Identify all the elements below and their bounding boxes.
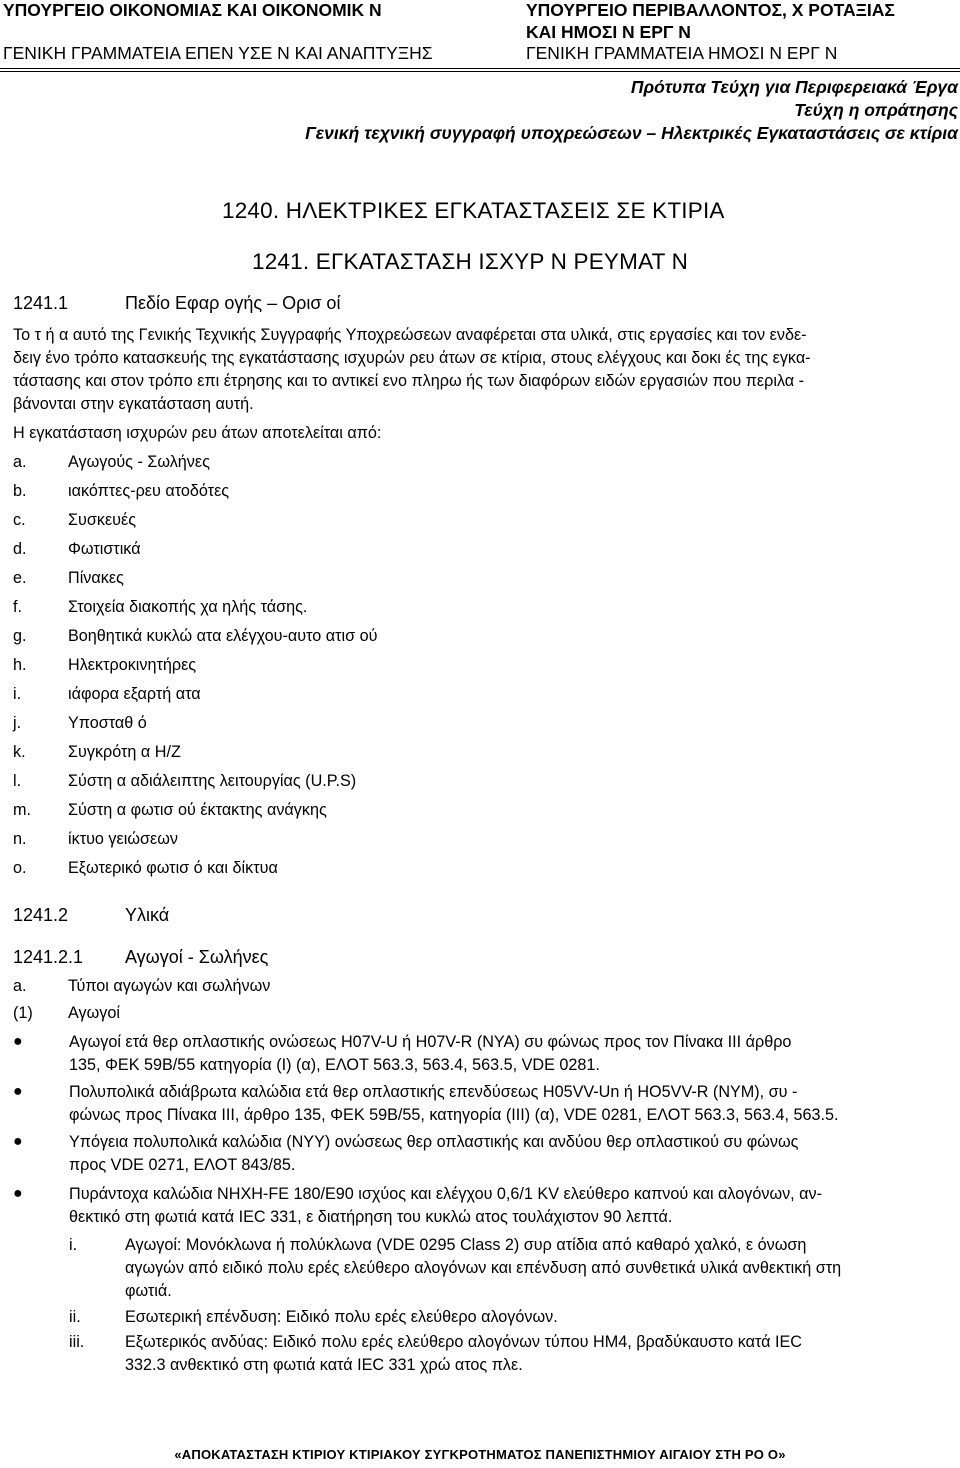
list-item-text: Υποσταθ ό [68, 714, 147, 732]
bullet-line: Αγωγοί ετά θερ οπλαστικής ονώσεως H07V-U ή H07V-R (NYA) συ φώνως προς τον Πίνακα ΙΙΙ άρθρο [69, 1033, 792, 1051]
section-1241-2-1-title: Αγωγοί - Σωλήνες [125, 947, 269, 967]
list-item-text: Συγκρότη α Η/Ζ [68, 743, 181, 761]
list-item-text: Σύστη α αδιάλειπτης λειτουργίας (U.P.S) [68, 772, 357, 790]
bullet-icon: ● [13, 1083, 23, 1100]
list-item-text: Εξωτερικό φωτισ ό και δίκτυα [68, 859, 278, 877]
bullet-line: προς VDE 0271, ΕΛΟΤ 843/85. [69, 1156, 296, 1174]
list-item [13, 539, 141, 559]
list-item-text: Βοηθητικά κυκλώ ατα ελέγχου-αυτο ατισ ού [68, 627, 378, 645]
list-item-label: i. [13, 685, 22, 703]
bullet-line: φώνως προς Πίνακα ΙΙΙ, άρθρο 135, ΦΕΚ 59Β/55, κατηγορία (ΙΙΙ) (α), VDE 0281, ΕΛΟΤ 563.3, 563.4, 563.5. [69, 1106, 839, 1124]
list-item-text: Φωτιστικά [68, 540, 141, 558]
subitem-line: φωτιά. [125, 1282, 172, 1300]
list-item [13, 481, 229, 501]
section-1241-2-1-number: 1241.2.1 [13, 947, 84, 967]
list-item-label: k. [13, 743, 26, 761]
section-1241-heading: 1241. ΕΓΚΑΤΑΣΤΑΣΗ ΙΣΧΥΡ Ν ΡΕΥΜΑΤ Ν [252, 249, 689, 274]
header-rule-top [0, 68, 960, 69]
list-item-text: ιάφορα εξαρτή ατα [68, 685, 201, 703]
list-item-label: l. [13, 772, 22, 790]
list-item-text: Ηλεκτροκινητήρες [68, 656, 197, 674]
subitem-line: Αγωγοί: Μονόκλωνα ή πολύκλωνα (VDE 0295 Class 2) συρ ατίδια από καθαρό χαλκό, ε όνωση [125, 1236, 807, 1254]
subitem-line: αγωγών από ειδικό πολυ ερές ελεύθερο αλογόνων και επένδυση από συνθετικά υλικά ανθεκτική στη [125, 1259, 842, 1277]
bullet-line: Υπόγεια πολυπολικά καλώδια (NYY) ονώσεως θερ οπλαστικής και ανδύου θερ οπλαστικού συ φώνως [69, 1133, 799, 1151]
page-footer: «ΑΠΟΚΑΤΑΣΤΑΣΗ ΚΤΙΡΙΟΥ ΚΤΙΡΙΑΚΟΥ ΣΥΓΚΡΟΤΗΜΑΤΟΣ ΠΑΝΕΠΙΣΤΗΜΙΟΥ ΑΙΓΑΙΟΥ ΣΤΗ ΡΟ Ο» [174, 1447, 786, 1462]
list-item-text: Πίνακες [68, 569, 124, 587]
bullet-icon: ● [13, 1185, 23, 1202]
list-item-text: Σύστη α φωτισ ού έκτακτης ανάγκης [68, 801, 327, 819]
section-1241-2-number: 1241.2 [13, 905, 69, 925]
list-item-label: g. [13, 627, 27, 645]
list-item [13, 858, 278, 878]
intro-line: τάστασης και στον τρόπο επι έτρησης και το αντικεί ενο πληρω ής των διαφόρων ειδών εργασιών που περιλα - [13, 372, 805, 390]
list-item [13, 568, 124, 588]
subitem-label: iii. [69, 1333, 85, 1351]
list-item-label: o. [13, 859, 27, 877]
subitem-line: Εξωτερικός ανδύας: Ειδικό πολυ ερές ελεύθερο αλογόνων τύπου HM4, βραδύκαυστο κατά IEC [125, 1333, 802, 1351]
header-rule-bottom [0, 71, 960, 72]
list-item [13, 713, 147, 733]
bullet-icon: ● [13, 1033, 23, 1050]
bullet-line: 135, ΦΕΚ 59Β/55 κατηγορία (Ι) (α), ΕΛΟΤ 563.3, 563.4, 563.5, VDE 0281. [69, 1056, 600, 1074]
intro-line: βάνονται στην εγκατάσταση αυτή. [13, 395, 254, 413]
secretariat-investment-title: ΓΕΝΙΚΗ ΓΡΑΜΜΑΤΕΙΑ ΕΠΕΝ ΥΣΕ Ν ΚΑΙ ΑΝΑΠΤΥΞΗΣ [3, 43, 433, 63]
conductors-text: Αγωγοί [68, 1004, 120, 1022]
list-item-text: ιακόπτες-ρευ ατοδότες [68, 482, 230, 500]
section-1240-heading: 1240. ΗΛΕΚΤΡΙΚΕΣ ΕΓΚΑΤΑΣΤΑΣΕΙΣ ΣΕ ΚΤΙΡΙΑ [222, 198, 725, 223]
ministry-economy-title: ΥΠΟΥΡΓΕΙΟ ΟΙΚΟΝΟΜΙΑΣ ΚΑΙ ΟΙΚΟΝΟΜΙΚ Ν [3, 0, 382, 20]
document-series-title: Πρότυπα Τεύχη για Περιφερειακά Έργα [630, 77, 958, 97]
document-type-title: Τεύχη η οπράτησης [794, 100, 958, 120]
document-subject-title: Γενική τεχνική συγγραφή υποχρεώσεων – Ηλεκτρικές Εγκαταστάσεις σε κτίρια [305, 123, 958, 143]
list-item [13, 452, 210, 472]
list-item-label: e. [13, 569, 27, 587]
types-heading [13, 976, 270, 996]
intro-line: δειγ ένο τρόπο κατασκευής της εγκατάστασης ισχυρών ρευ άτων σε κτίρια, στους ελέγχους και δοκι ές της εγκα- [13, 349, 811, 367]
list-item [13, 800, 327, 820]
list-item-text: Στοιχεία διακοπής χα ηλής τάσης. [68, 598, 308, 616]
subitem-line: Εσωτερική επένδυση: Ειδικό πολυ ερές ελεύθερο αλογόνων. [125, 1308, 558, 1326]
list-item [13, 597, 307, 617]
types-text: Τύποι αγωγών και σωλήνων [68, 977, 271, 995]
intro-line: Το τ ή α αυτό της Γενικής Τεχνικής Συγγραφής Υποχρεώσεων αναφέρεται στα υλικά, στις εργασίες και τον ενδε- [13, 326, 807, 344]
list-item [13, 510, 136, 530]
list-item-label: h. [13, 656, 27, 674]
list-item-label: c. [13, 511, 26, 529]
list-item [13, 771, 356, 791]
subitem-line: 332.3 ανθεκτικό στη φωτιά κατά IEC 331 χρώ ατος πλε. [125, 1356, 523, 1374]
bullet-icon: ● [13, 1133, 23, 1150]
list-item-label: f. [13, 598, 22, 616]
list-item-text: Αγωγούς - Σωλήνες [68, 453, 210, 471]
list-item-text: Συσκευές [68, 511, 137, 529]
list-item [13, 742, 181, 762]
list-item [13, 684, 201, 704]
section-1241-2-title: Υλικά [125, 905, 170, 925]
list-item [13, 626, 377, 646]
ministry-public-works-title: ΚΑΙ ΗΜΟΣΙ Ν ΕΡΓ Ν [526, 22, 691, 42]
list-item-label: n. [13, 830, 27, 848]
types-label: a. [13, 977, 27, 995]
ministry-environment-title: ΥΠΟΥΡΓΕΙΟ ΠΕΡΙΒΑΛΛΟΝΤΟΣ, Χ ΡΟΤΑΞΙΑΣ [526, 0, 895, 20]
subitem-label: ii. [69, 1308, 81, 1326]
bullet-line: Πυράντοχα καλώδια NHXH-FE 180/E90 ισχύος και ελέγχου 0,6/1 KV ελεύθερο καπνού και αλογόνων, αν- [69, 1185, 823, 1203]
conductors-heading [13, 1003, 120, 1023]
list-item-text: ίκτυο γειώσεων [68, 830, 178, 848]
list-item [13, 829, 178, 849]
list-item-label: a. [13, 453, 27, 471]
list-item-label: m. [13, 801, 31, 819]
subitem-label: i. [69, 1236, 78, 1254]
section-1241-1-title: Πεδίο Εφαρ ογής – Ορισ οί [125, 293, 341, 313]
list-item-label: d. [13, 540, 27, 558]
conductors-label: (1) [13, 1004, 33, 1022]
consists-of-text: Η εγκατάσταση ισχυρών ρευ άτων αποτελείται από: [13, 424, 382, 442]
list-item-label: j. [13, 714, 22, 732]
section-1241-1-number: 1241.1 [13, 293, 69, 313]
list-item [13, 655, 196, 675]
secretariat-public-works-title: ΓΕΝΙΚΗ ΓΡΑΜΜΑΤΕΙΑ ΗΜΟΣΙ Ν ΕΡΓ Ν [526, 43, 838, 63]
list-item-label: b. [13, 482, 27, 500]
bullet-line: θεκτικό στη φωτιά κατά IEC 331, ε διατήρηση του κυκλώ ατος τουλάχιστον 90 λεπτά. [69, 1208, 673, 1226]
bullet-line: Πολυπολικά αδιάβρωτα καλώδια ετά θερ οπλαστικής επενδύσεως H05VV-Un ή HO5VV-R (NYM), συ - [69, 1083, 798, 1101]
